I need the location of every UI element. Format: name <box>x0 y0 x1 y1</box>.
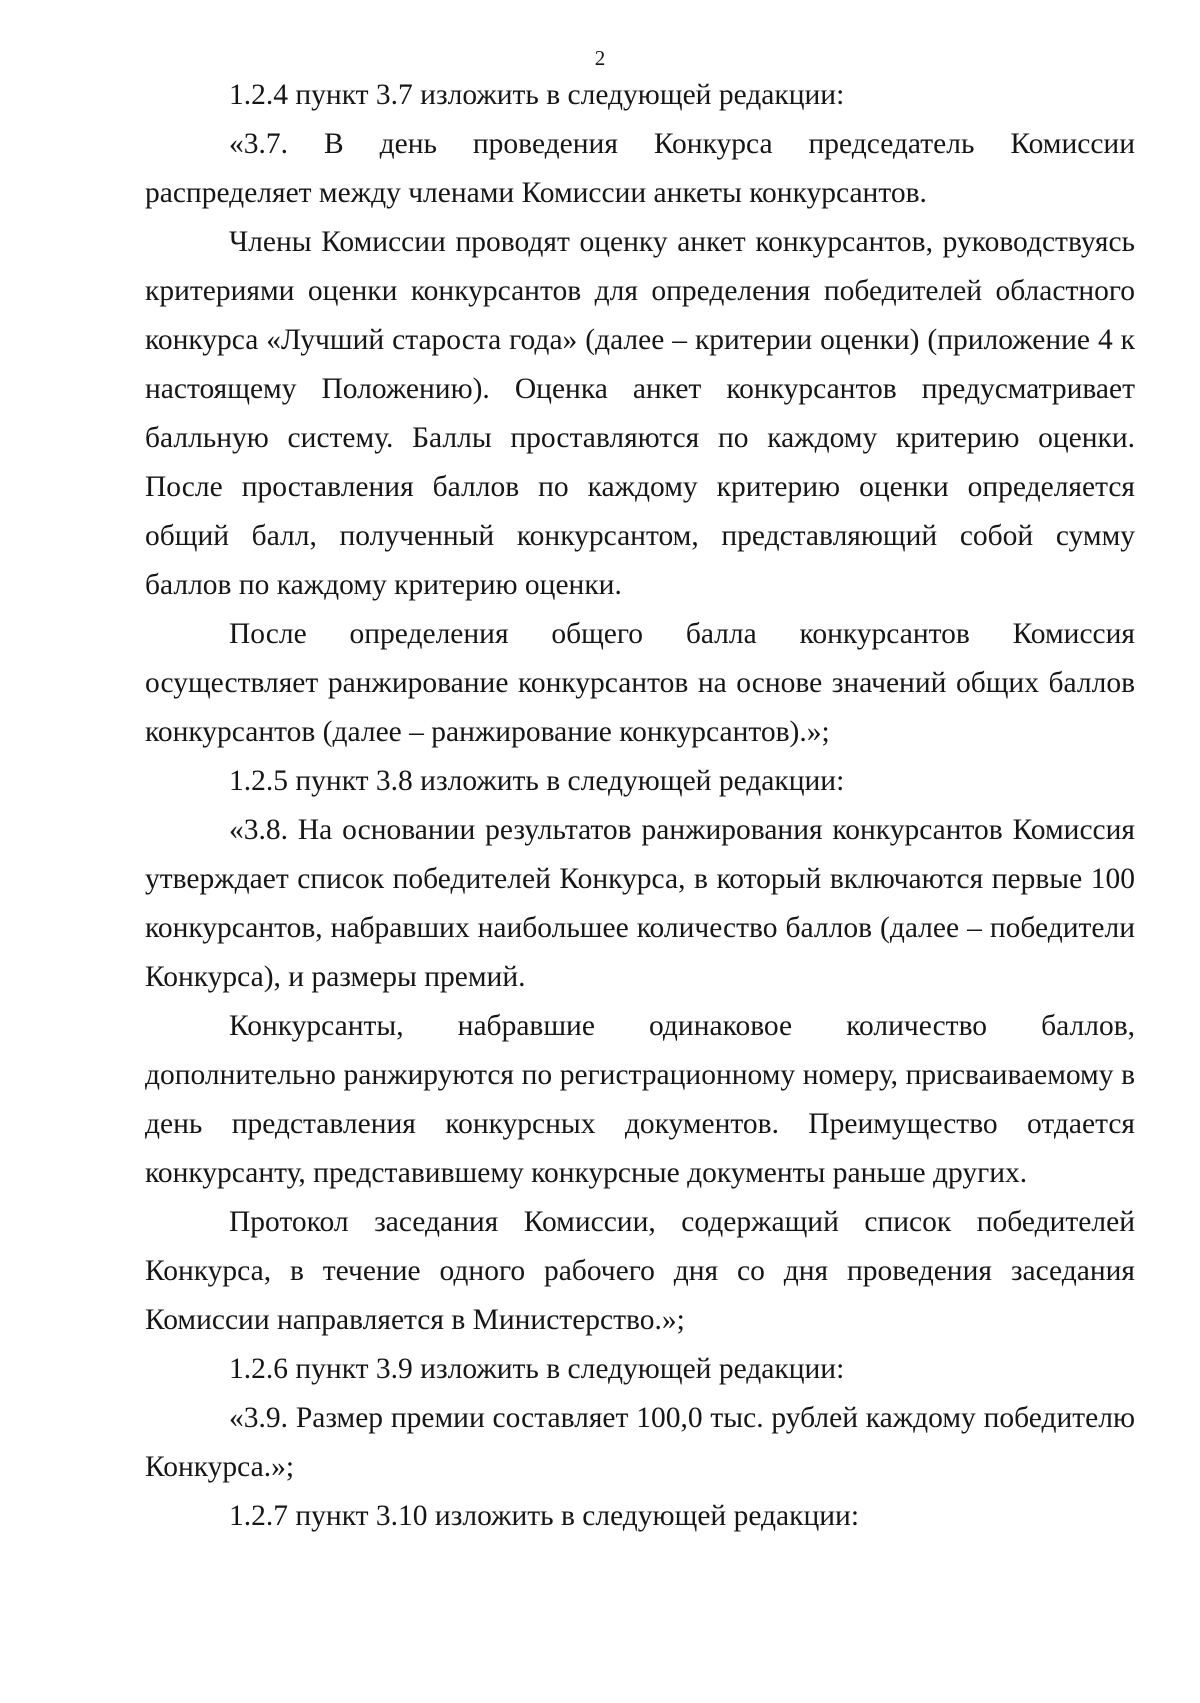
paragraph-amendment-1-2-7: 1.2.7 пункт 3.10 изложить в следующей редакции: <box>229 1500 860 1532</box>
paragraph-evaluation-criteria: Члены Комиссии проводят оценку анкет конкурсантов, руководствуясь критериями оценки конкурсантов для определения победителей областного конкурса «Лучший староста года» (далее – критерии оценки) (приложение 4 к настоящему Положению). Оценка анкет конкурсантов предусматривает балльную систему. Баллы проставляются по каждому критерию оценки. После проставления баллов по каждому критерию оценки определяется общий балл, полученный конкурсантом, представляющий собой сумму баллов по каждому критерию оценки. <box>145 226 1135 601</box>
page-number: 2 <box>594 46 606 70</box>
paragraph-amendment-1-2-5: 1.2.5 пункт 3.8 изложить в следующей редакции: <box>229 765 845 797</box>
paragraph-tie-ranking: Конкурсанты, набравшие одинаковое количество баллов, дополнительно ранжируются по регистрационному номеру, присваиваемому в день представления конкурсных документов. Преимущество отдается конкурсанту, представившему конкурсные документы раньше других. <box>145 1010 1135 1189</box>
paragraph-clause-3-7: «3.7. В день проведения Конкурса председатель Комиссии распределяет между членами Комиссии анкеты конкурсантов. <box>145 128 1135 209</box>
paragraph-ranking: После определения общего балла конкурсантов Комиссия осуществляет ранжирование конкурсантов на основе значений общих баллов конкурсантов (далее – ранжирование конкурсантов).»; <box>145 618 1135 748</box>
paragraph-clause-3-8: «3.8. На основании результатов ранжирования конкурсантов Комиссия утверждает список победителей Конкурса, в который включаются первые 100 конкурсантов, набравших наибольшее количество баллов (далее – победители Конкурса), и размеры премий. <box>145 814 1135 993</box>
paragraph-amendment-1-2-6: 1.2.6 пункт 3.9 изложить в следующей редакции: <box>229 1353 845 1385</box>
paragraph-protocol: Протокол заседания Комиссии, содержащий список победителей Конкурса, в течение одного рабочего дня со дня проведения заседания Комиссии направляется в Министерство.»; <box>145 1206 1135 1336</box>
paragraph-amendment-1-2-4: 1.2.4 пункт 3.7 изложить в следующей редакции: <box>229 79 845 111</box>
paragraph-clause-3-9: «3.9. Размер премии составляет 100,0 тыс. рублей каждому победителю Конкурса.»; <box>145 1402 1135 1483</box>
document-body <box>145 71 1135 1541</box>
